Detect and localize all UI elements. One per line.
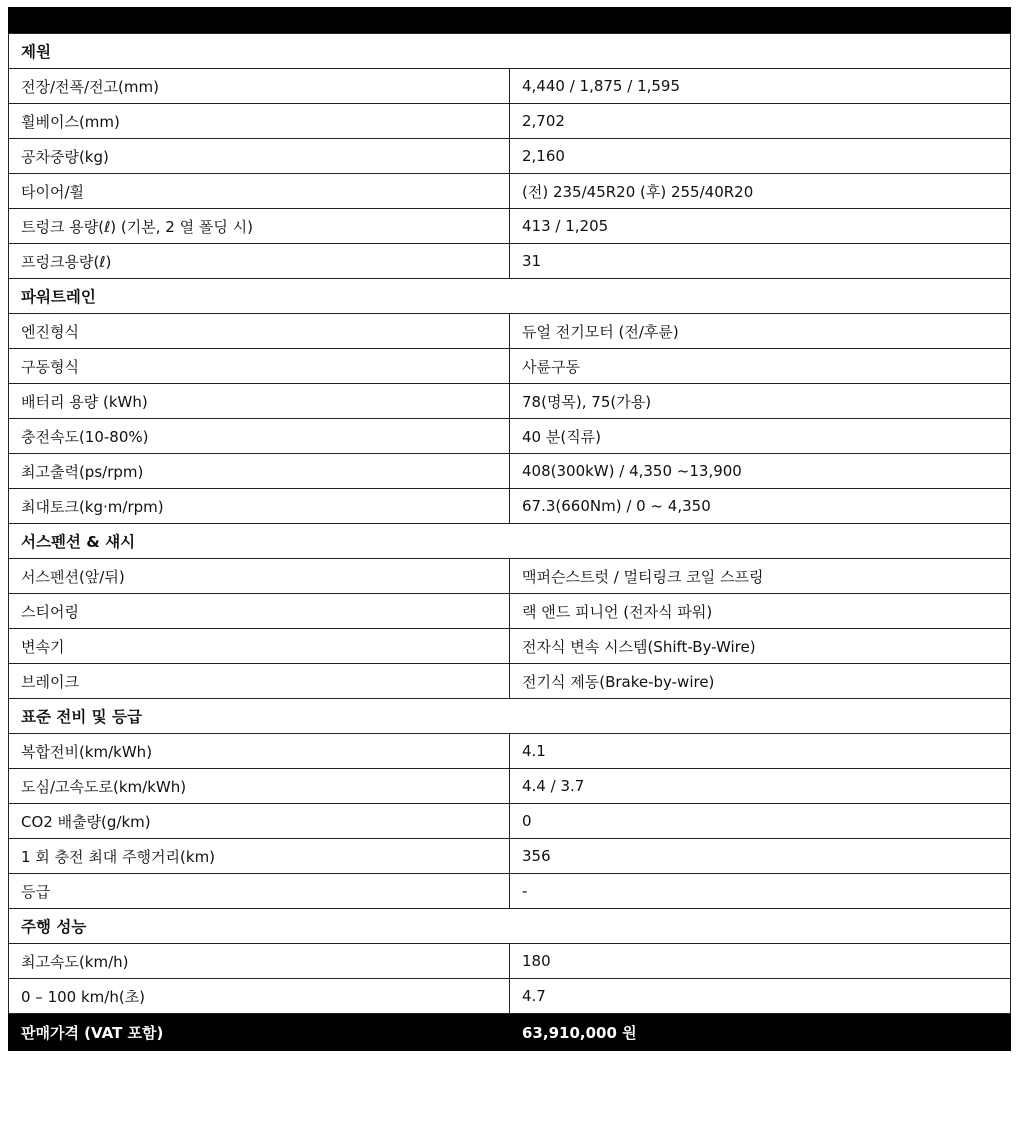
table-row [9, 559, 1011, 594]
row-label: 변속기 [9, 629, 510, 664]
row-value: 4.7 [510, 979, 1011, 1014]
row-label: 0 – 100 km/h(초) [9, 979, 510, 1014]
row-value: 4.4 / 3.7 [510, 769, 1011, 804]
spec-sheet [8, 7, 1011, 1051]
table-row [9, 104, 1011, 139]
row-label: 복합전비(km/kWh) [9, 734, 510, 769]
row-value: 67.3(660Nm) / 0 ~ 4,350 [510, 489, 1011, 524]
spec-table [8, 33, 1011, 1051]
table-row [9, 979, 1011, 1014]
section-header [9, 909, 1011, 944]
row-value: 78(명목), 75(가용) [510, 384, 1011, 419]
table-row [9, 209, 1011, 244]
row-value: 408(300kW) / 4,350 ~13,900 [510, 454, 1011, 489]
section-header [9, 699, 1011, 734]
row-label: 브레이크 [9, 664, 510, 699]
row-value: 전자식 변속 시스템(Shift-By-Wire) [510, 629, 1011, 664]
section-header [9, 279, 1011, 314]
section-title: 파워트레인 [9, 279, 1011, 314]
section-title: 주행 성능 [9, 909, 1011, 944]
row-label: 엔진형식 [9, 314, 510, 349]
row-value: 듀얼 전기모터 (전/후륜) [510, 314, 1011, 349]
table-row [9, 629, 1011, 664]
row-value: 413 / 1,205 [510, 209, 1011, 244]
row-value: 4,440 / 1,875 / 1,595 [510, 69, 1011, 104]
row-value: 랙 앤드 피니언 (전자식 파워) [510, 594, 1011, 629]
table-row [9, 839, 1011, 874]
row-value: 2,702 [510, 104, 1011, 139]
row-label: 프렁크용량(ℓ) [9, 244, 510, 279]
table-row [9, 174, 1011, 209]
price-label: 판매가격 (VAT 포함) [9, 1014, 510, 1051]
row-label: 도심/고속도로(km/kWh) [9, 769, 510, 804]
table-row [9, 419, 1011, 454]
row-value: 0 [510, 804, 1011, 839]
row-value: - [510, 874, 1011, 909]
spec-table-body [9, 34, 1011, 1051]
row-value: 4.1 [510, 734, 1011, 769]
price-value: 63,910,000 원 [510, 1014, 1011, 1051]
row-label: 타이어/휠 [9, 174, 510, 209]
section-title: 표준 전비 및 등급 [9, 699, 1011, 734]
row-value: 맥퍼슨스트럿 / 멀티링크 코일 스프링 [510, 559, 1011, 594]
table-row [9, 314, 1011, 349]
row-label: 공차중량(kg) [9, 139, 510, 174]
row-value: (전) 235/45R20 (후) 255/40R20 [510, 174, 1011, 209]
section-header [9, 524, 1011, 559]
row-label: 최고출력(ps/rpm) [9, 454, 510, 489]
table-row [9, 244, 1011, 279]
row-label: 트렁크 용량(ℓ) (기본, 2 열 폴딩 시) [9, 209, 510, 244]
row-label: 전장/전폭/전고(mm) [9, 69, 510, 104]
table-row [9, 594, 1011, 629]
table-row [9, 139, 1011, 174]
row-label: 구동형식 [9, 349, 510, 384]
row-label: 등급 [9, 874, 510, 909]
section-title: 제원 [9, 34, 1011, 69]
row-value: 2,160 [510, 139, 1011, 174]
table-row [9, 664, 1011, 699]
table-row [9, 769, 1011, 804]
table-row [9, 454, 1011, 489]
table-row [9, 804, 1011, 839]
row-label: CO2 배출량(g/km) [9, 804, 510, 839]
row-label: 배터리 용량 (kWh) [9, 384, 510, 419]
table-row [9, 489, 1011, 524]
table-row [9, 734, 1011, 769]
row-label: 스티어링 [9, 594, 510, 629]
row-value: 356 [510, 839, 1011, 874]
row-label: 충전속도(10-80%) [9, 419, 510, 454]
top-bar [8, 7, 1011, 33]
row-value: 전기식 제동(Brake-by-wire) [510, 664, 1011, 699]
price-row [9, 1014, 1011, 1051]
table-row [9, 349, 1011, 384]
row-label: 최대토크(kg·m/rpm) [9, 489, 510, 524]
row-label: 휠베이스(mm) [9, 104, 510, 139]
row-value: 40 분(직류) [510, 419, 1011, 454]
row-value: 180 [510, 944, 1011, 979]
row-label: 최고속도(km/h) [9, 944, 510, 979]
section-header [9, 34, 1011, 69]
table-row [9, 384, 1011, 419]
row-label: 1 회 충전 최대 주행거리(km) [9, 839, 510, 874]
section-title: 서스펜션 & 섀시 [9, 524, 1011, 559]
row-label: 서스펜션(앞/뒤) [9, 559, 510, 594]
table-row [9, 69, 1011, 104]
table-row [9, 944, 1011, 979]
row-value: 31 [510, 244, 1011, 279]
row-value: 사륜구동 [510, 349, 1011, 384]
table-row [9, 874, 1011, 909]
